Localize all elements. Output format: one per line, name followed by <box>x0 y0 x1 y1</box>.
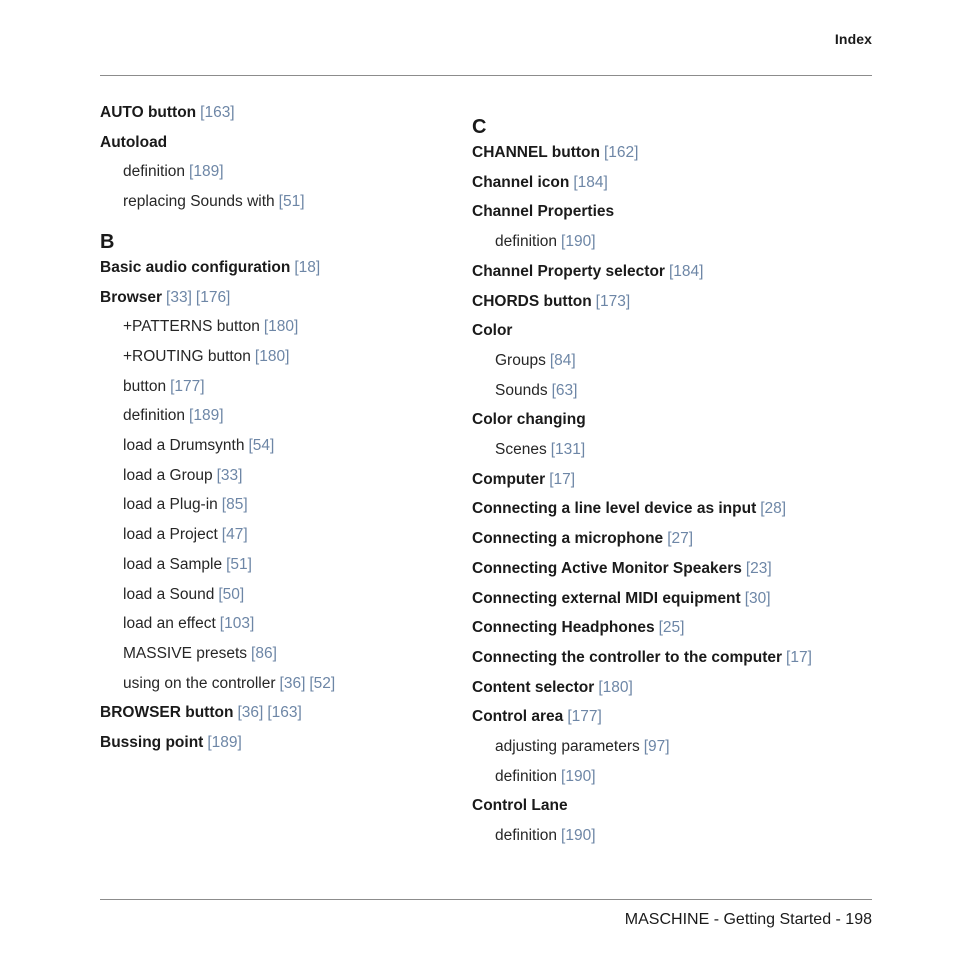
index-entry <box>472 648 812 668</box>
page-link[interactable]: [189] <box>189 407 224 425</box>
page-references <box>552 382 578 399</box>
index-subentry <box>495 351 576 371</box>
index-entry <box>472 707 602 727</box>
index-term: +PATTERNS button <box>123 318 260 336</box>
page-references <box>255 348 289 365</box>
page-link[interactable]: [180] <box>263 318 299 336</box>
index-subentry <box>123 317 298 337</box>
page-link[interactable]: [36] <box>279 674 306 692</box>
index-entry <box>100 258 320 278</box>
page-references <box>573 174 607 191</box>
index-subentry <box>123 436 274 456</box>
page-link[interactable]: [131] <box>550 441 586 458</box>
page-link[interactable]: [180] <box>598 678 633 696</box>
index-subentry <box>123 674 335 694</box>
page-link[interactable]: [36] <box>237 704 264 722</box>
index-term: Connecting a microphone <box>472 530 664 548</box>
page-references <box>222 496 248 513</box>
index-subentry <box>495 767 596 787</box>
index-subentry <box>123 555 252 575</box>
index-term: Connecting the controller to the computer <box>472 648 783 666</box>
page-link[interactable]: [63] <box>551 381 578 399</box>
index-term: MASSIVE presets <box>123 644 248 662</box>
index-subentry <box>123 347 289 367</box>
page-references <box>217 467 243 484</box>
page-link[interactable]: [17] <box>786 648 812 666</box>
page-link[interactable]: [27] <box>667 530 694 548</box>
page-link[interactable]: [180] <box>254 347 290 365</box>
index-letter-heading: C <box>472 116 487 138</box>
page-link[interactable]: [162] <box>604 144 639 161</box>
index-term: Browser <box>100 288 163 306</box>
page-references <box>604 144 638 161</box>
index-subentry <box>495 826 596 846</box>
index-entry <box>472 529 693 549</box>
index-term: Content selector <box>472 678 595 696</box>
index-term: using on the controller <box>123 674 276 692</box>
index-term: definition <box>495 767 558 785</box>
page-link[interactable]: [47] <box>221 526 248 544</box>
page-references <box>294 259 320 276</box>
index-term: Groups <box>495 351 546 369</box>
index-term: Bussing point <box>100 734 204 751</box>
page-link[interactable]: [177] <box>170 377 205 395</box>
page-references <box>644 738 670 755</box>
page-references <box>561 233 595 250</box>
page-references <box>549 471 575 488</box>
page-references <box>264 318 298 335</box>
page-link[interactable]: [163] <box>200 104 235 121</box>
page-link[interactable]: [28] <box>760 500 787 518</box>
page-link[interactable]: [33] <box>166 288 192 306</box>
index-entry <box>472 470 575 490</box>
index-term: Control area <box>472 708 564 726</box>
index-entry <box>472 262 703 282</box>
index-subentry <box>123 406 224 426</box>
page-link[interactable]: [23] <box>745 559 772 577</box>
page-link[interactable]: [54] <box>248 437 275 454</box>
page-link[interactable]: [163] <box>267 704 302 722</box>
page-link[interactable]: [103] <box>219 615 255 633</box>
page-references <box>669 263 703 280</box>
index-term: Channel Property selector <box>472 262 665 280</box>
index-entry <box>472 202 614 222</box>
page-link[interactable]: [189] <box>189 163 224 181</box>
index-term: load a Drumsynth <box>123 437 245 454</box>
index-term: definition <box>123 407 186 425</box>
page-link[interactable]: [33] <box>216 466 243 484</box>
index-term: Channel Properties <box>472 203 615 221</box>
page-references <box>279 193 305 210</box>
page-link[interactable]: [86] <box>251 644 277 662</box>
index-term: replacing Sounds with <box>123 193 275 211</box>
page-references <box>567 708 601 725</box>
page-references <box>170 378 204 395</box>
page-references <box>659 619 685 636</box>
index-subentry <box>123 466 242 486</box>
index-entry <box>472 143 638 163</box>
page-references <box>760 500 786 517</box>
index-term: load a Project <box>123 526 218 544</box>
page-link[interactable]: [18] <box>294 258 321 276</box>
page-link[interactable]: [52] <box>309 674 336 692</box>
index-entry <box>472 292 630 312</box>
page-link[interactable]: [190] <box>561 767 596 785</box>
page-link[interactable]: [84] <box>549 351 576 369</box>
index-subentry <box>495 381 577 401</box>
page-references <box>189 163 223 180</box>
page-link[interactable]: [97] <box>643 738 670 755</box>
index-term: load an effect <box>123 615 216 633</box>
index-term: AUTO button <box>100 104 197 121</box>
index-term: Sounds <box>495 381 548 399</box>
index-entry <box>472 678 633 698</box>
index-term: Computer <box>472 470 546 488</box>
index-entry <box>472 499 786 519</box>
index-term: Autoload <box>100 133 168 151</box>
page-references <box>561 827 595 844</box>
page-link[interactable]: [51] <box>278 193 305 211</box>
index-entry <box>472 410 586 430</box>
index-term: button <box>123 377 167 395</box>
page-references <box>280 675 336 692</box>
index-entry <box>472 618 684 638</box>
page-link[interactable]: [176] <box>195 288 231 306</box>
index-letter-heading: B <box>100 230 115 253</box>
page-link[interactable]: [25] <box>658 619 685 637</box>
index-term: Color <box>472 322 513 340</box>
page-references <box>596 293 630 310</box>
page-link[interactable]: [30] <box>744 589 771 607</box>
page-references <box>237 704 301 721</box>
page-references <box>745 590 771 607</box>
index-entry <box>100 133 167 153</box>
page-link[interactable]: [50] <box>218 585 245 603</box>
index-term: adjusting parameters <box>495 738 640 755</box>
index-subentry <box>123 644 277 664</box>
index-entry <box>100 703 302 723</box>
index-subentry <box>123 495 248 515</box>
index-term: Connecting Active Monitor Speakers <box>472 559 742 577</box>
index-term: Channel icon <box>472 173 570 191</box>
index-subentry <box>495 232 596 252</box>
header-title: Index <box>834 31 872 47</box>
page-references <box>218 586 244 603</box>
index-term: +ROUTING button <box>123 347 251 365</box>
page-references <box>248 437 274 454</box>
index-term: Scenes <box>495 441 547 458</box>
index-subentry <box>123 614 254 634</box>
index-term: definition <box>495 233 558 251</box>
footer-text: MASCHINE - Getting Started - 198 <box>624 911 872 928</box>
page-references <box>786 649 812 666</box>
page-references <box>222 526 248 543</box>
page-references <box>746 560 772 577</box>
index-term: Control Lane <box>472 797 568 815</box>
index-term: definition <box>123 163 186 181</box>
index-term: load a Sample <box>123 555 223 573</box>
index-subentry <box>123 377 205 397</box>
index-subentry <box>123 585 244 605</box>
index-term: Basic audio configuration <box>100 258 291 276</box>
page-link[interactable]: [173] <box>595 292 631 310</box>
index-entry <box>472 796 568 816</box>
page-link[interactable]: [190] <box>561 827 596 845</box>
index-term: CHANNEL button <box>472 144 600 161</box>
header-divider <box>100 75 872 76</box>
index-subentry <box>495 440 585 460</box>
page-references <box>667 530 693 547</box>
index-term: Connecting a line level device as input <box>472 500 757 518</box>
index-entry <box>100 288 230 308</box>
index-entry <box>472 589 771 609</box>
index-subentry <box>123 525 248 545</box>
page-link[interactable]: [190] <box>561 233 596 251</box>
page-link[interactable]: [85] <box>221 496 248 514</box>
index-term: Connecting Headphones <box>472 619 655 637</box>
page-link[interactable]: [51] <box>226 555 252 573</box>
page-references <box>598 679 632 696</box>
page-references <box>220 615 254 632</box>
index-subentry <box>123 192 305 212</box>
index-term: Connecting external MIDI equipment <box>472 589 741 607</box>
index-term: definition <box>495 827 558 845</box>
page-references <box>551 441 585 458</box>
index-term: CHORDS button <box>472 292 592 310</box>
index-entry <box>100 733 242 753</box>
page-references <box>550 352 576 369</box>
index-subentry <box>123 162 224 182</box>
index-term: BROWSER button <box>100 704 234 722</box>
index-entry <box>472 559 772 579</box>
page-references <box>561 768 595 785</box>
footer-divider <box>100 899 872 900</box>
index-term: load a Sound <box>123 585 215 603</box>
index-entry <box>100 103 235 123</box>
page-link[interactable]: [189] <box>207 734 242 751</box>
page-link[interactable]: [17] <box>549 470 576 488</box>
page-references <box>226 556 252 573</box>
index-entry <box>472 173 608 193</box>
index-subentry <box>495 737 670 757</box>
index-term: load a Plug-in <box>123 496 218 514</box>
page-references <box>251 645 277 662</box>
page-references <box>189 407 223 424</box>
index-entry <box>472 321 512 341</box>
page-link[interactable]: [177] <box>567 708 602 726</box>
page-link[interactable]: [184] <box>573 173 608 191</box>
page-references <box>207 734 241 751</box>
page-link[interactable]: [184] <box>668 262 704 280</box>
page-references <box>200 104 234 121</box>
index-term: load a Group <box>123 466 213 484</box>
page-references <box>166 289 230 306</box>
index-term: Color changing <box>472 411 586 429</box>
